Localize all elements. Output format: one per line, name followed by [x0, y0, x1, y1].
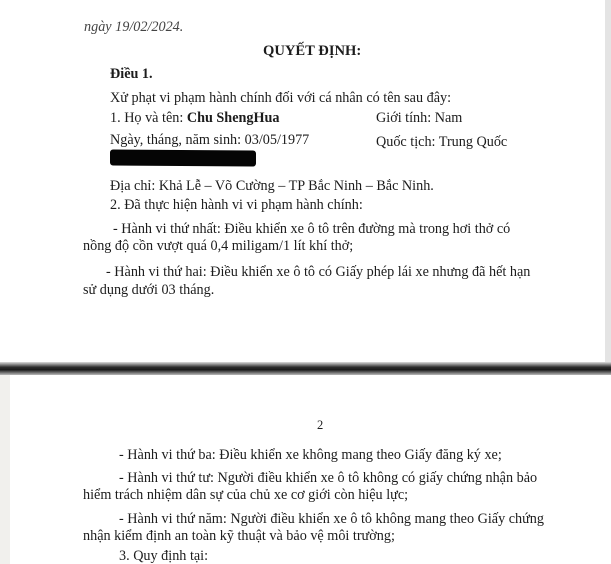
- violations-intro: 2. Đã thực hiện hành vi vi phạm hành chính:: [110, 197, 363, 213]
- violation-2-line-1: - Hành vi thứ hai: Điều khiển xe ô tô có Giấy phép lái xe nhưng đã hết hạn: [106, 264, 531, 280]
- address-field: Địa chỉ: Khả Lễ – Võ Cường – TP Bắc Ninh – Bắc Ninh.: [110, 178, 434, 194]
- decision-heading: QUYẾT ĐỊNH:: [263, 43, 362, 59]
- violation-4-line-2: hiểm trách nhiệm dân sự của chủ xe cơ giới còn hiệu lực;: [83, 487, 409, 503]
- name-line: [110, 109, 280, 127]
- name-label: 1. Họ và tên:: [110, 110, 187, 126]
- date-line: ngày 19/02/2024.: [84, 19, 184, 35]
- gender-field: Giới tính: Nam: [376, 110, 463, 126]
- name-value: Chu ShengHua: [186, 110, 280, 126]
- dob-field: Ngày, tháng, năm sinh: 03/05/1977: [110, 132, 310, 148]
- section-3-heading: 3. Quy định tại:: [119, 548, 209, 564]
- article-title: Điều 1.: [110, 66, 153, 82]
- violation-2-line-2: sử dụng dưới 03 tháng.: [83, 282, 215, 298]
- page-number: 2: [317, 418, 324, 432]
- intro-text: Xử phạt vi phạm hành chính đối với cá nhân có tên sau đây:: [110, 90, 452, 106]
- violation-4-line-1: - Hành vi thứ tư: Người điều khiển xe ô tô không có giấy chứng nhận bảo: [119, 470, 538, 486]
- violation-5-line-2: nhận kiểm định an toàn kỹ thuật và bảo vệ môi trường;: [83, 528, 395, 544]
- document-page-2: [10, 375, 611, 564]
- nationality-field: Quốc tịch: Trung Quốc: [376, 134, 508, 150]
- violation-3: - Hành vi thứ ba: Điều khiển xe không mang theo Giấy đăng ký xe;: [119, 447, 502, 463]
- violation-1-line-1: - Hành vi thứ nhất: Điều khiển xe ô tô trên đường mà trong hơi thở có: [113, 221, 511, 237]
- redaction-bar: [110, 149, 256, 166]
- page-separator: [0, 362, 611, 375]
- violation-1-line-2: nồng độ cồn vượt quá 0,4 miligam/1 lít khí thở;: [83, 238, 354, 254]
- violation-5-line-1: - Hành vi thứ năm: Người điều khiển xe ô tô không mang theo Giấy chứng: [119, 511, 544, 527]
- page-edge: [605, 0, 611, 362]
